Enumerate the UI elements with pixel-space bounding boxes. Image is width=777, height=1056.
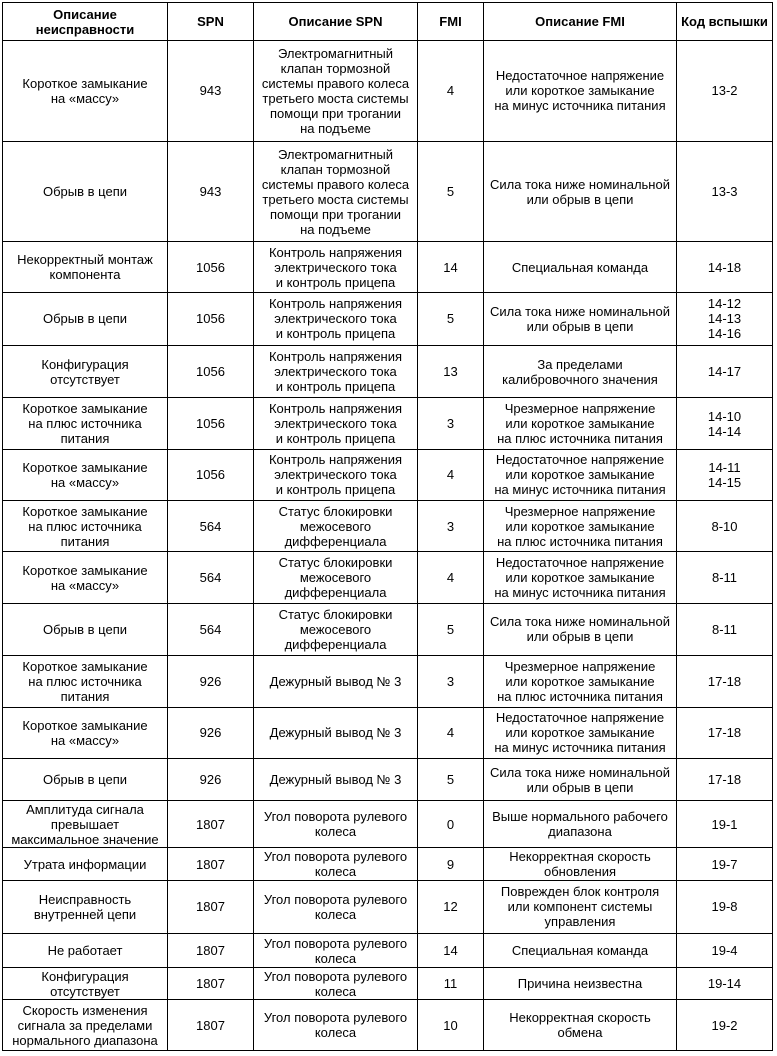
fmi-description-cell: Недостаточное напряжение или короткое замыкание на минус источника питания bbox=[484, 449, 677, 500]
spn-description-cell: Угол поворота рулевого колеса bbox=[254, 801, 418, 848]
fault-description-cell: Короткое замыкание на плюс источника питания bbox=[3, 501, 168, 552]
fmi-cell: 9 bbox=[418, 848, 484, 880]
spn-description-cell: Контроль напряжения электрического тока и контроль прицепа bbox=[254, 242, 418, 292]
spn-description-cell: Статус блокировки межосевого дифференциала bbox=[254, 501, 418, 552]
blink-code-cell: 19-7 bbox=[677, 848, 773, 880]
table-row bbox=[3, 603, 773, 655]
fmi-cell: 10 bbox=[418, 1000, 484, 1051]
fmi-cell: 11 bbox=[418, 968, 484, 1000]
table-row bbox=[3, 346, 773, 398]
spn-description-cell: Дежурный вывод № 3 bbox=[254, 758, 418, 800]
spn-description-cell: Угол поворота рулевого колеса bbox=[254, 934, 418, 968]
spn-cell: 943 bbox=[168, 141, 254, 242]
fmi-cell: 0 bbox=[418, 801, 484, 848]
fmi-description-cell: Сила тока ниже номинальной или обрыв в цепи bbox=[484, 292, 677, 345]
spn-description-cell: Угол поворота рулевого колеса bbox=[254, 848, 418, 880]
fmi-description-cell: Чрезмерное напряжение или короткое замыкание на плюс источника питания bbox=[484, 501, 677, 552]
header-row bbox=[3, 3, 773, 41]
spn-description-cell: Статус блокировки межосевого дифференциала bbox=[254, 552, 418, 603]
fault-description-cell: Короткое замыкание на плюс источника питания bbox=[3, 398, 168, 449]
spn-description-cell: Дежурный вывод № 3 bbox=[254, 707, 418, 758]
fault-description-cell: Обрыв в цепи bbox=[3, 292, 168, 345]
spn-cell: 564 bbox=[168, 603, 254, 655]
fmi-description-cell: Поврежден блок контроля или компонент системы управления bbox=[484, 880, 677, 933]
fault-description-cell: Конфигурация отсутствует bbox=[3, 346, 168, 398]
blink-code-cell: 14-11 14-15 bbox=[677, 449, 773, 500]
fmi-description-cell: Чрезмерное напряжение или короткое замыкание на плюс источника питания bbox=[484, 398, 677, 449]
spn-cell: 1807 bbox=[168, 880, 254, 933]
blink-code-cell: 17-18 bbox=[677, 758, 773, 800]
fault-description-cell: Обрыв в цепи bbox=[3, 141, 168, 242]
spn-description-cell: Электромагнитный клапан тормозной системы правого колеса третьего моста системы помощи при трогании на подъеме bbox=[254, 141, 418, 242]
spn-cell: 564 bbox=[168, 501, 254, 552]
table-row bbox=[3, 758, 773, 800]
header-fmi-description: Описание FMI bbox=[484, 3, 677, 41]
spn-cell: 1807 bbox=[168, 801, 254, 848]
fmi-cell: 4 bbox=[418, 707, 484, 758]
spn-description-cell: Контроль напряжения электрического тока и контроль прицепа bbox=[254, 398, 418, 449]
fmi-description-cell: Недостаточное напряжение или короткое замыкание на минус источника питания bbox=[484, 552, 677, 603]
spn-cell: 1056 bbox=[168, 449, 254, 500]
fmi-cell: 5 bbox=[418, 141, 484, 242]
blink-code-cell: 8-11 bbox=[677, 552, 773, 603]
spn-cell: 564 bbox=[168, 552, 254, 603]
fault-description-cell: Короткое замыкание на «массу» bbox=[3, 552, 168, 603]
spn-cell: 1807 bbox=[168, 968, 254, 1000]
fmi-description-cell: Специальная команда bbox=[484, 242, 677, 292]
fmi-description-cell: Недостаточное напряжение или короткое замыкание на минус источника питания bbox=[484, 41, 677, 142]
spn-cell: 926 bbox=[168, 707, 254, 758]
table-row bbox=[3, 292, 773, 345]
blink-code-cell: 14-10 14-14 bbox=[677, 398, 773, 449]
blink-code-cell: 17-18 bbox=[677, 656, 773, 707]
spn-cell: 1056 bbox=[168, 398, 254, 449]
fault-description-cell: Обрыв в цепи bbox=[3, 758, 168, 800]
fmi-cell: 5 bbox=[418, 758, 484, 800]
fault-description-cell: Конфигурация отсутствует bbox=[3, 968, 168, 1000]
spn-description-cell: Электромагнитный клапан тормозной системы правого колеса третьего моста системы помощи при трогании на подъеме bbox=[254, 41, 418, 142]
fault-description-cell: Обрыв в цепи bbox=[3, 603, 168, 655]
fmi-description-cell: Некорректная скорость обмена bbox=[484, 1000, 677, 1051]
spn-cell: 1807 bbox=[168, 1000, 254, 1051]
fmi-cell: 14 bbox=[418, 242, 484, 292]
table-row bbox=[3, 801, 773, 848]
table-row bbox=[3, 41, 773, 142]
spn-cell: 943 bbox=[168, 41, 254, 142]
fmi-description-cell: Причина неизвестна bbox=[484, 968, 677, 1000]
header-fmi: FMI bbox=[418, 3, 484, 41]
fault-description-cell: Некорректный монтаж компонента bbox=[3, 242, 168, 292]
fault-description-cell: Короткое замыкание на «массу» bbox=[3, 449, 168, 500]
fault-description-cell: Не работает bbox=[3, 934, 168, 968]
table-row bbox=[3, 968, 773, 1000]
fmi-cell: 12 bbox=[418, 880, 484, 933]
table-row bbox=[3, 398, 773, 449]
spn-cell: 1807 bbox=[168, 848, 254, 880]
blink-code-cell: 19-1 bbox=[677, 801, 773, 848]
blink-code-cell: 17-18 bbox=[677, 707, 773, 758]
table-row bbox=[3, 141, 773, 242]
fmi-cell: 4 bbox=[418, 41, 484, 142]
fault-description-cell: Амплитуда сигнала превышает максимальное значение bbox=[3, 801, 168, 848]
spn-cell: 926 bbox=[168, 656, 254, 707]
table-row bbox=[3, 501, 773, 552]
blink-code-cell: 14-12 14-13 14-16 bbox=[677, 292, 773, 345]
fmi-cell: 3 bbox=[418, 398, 484, 449]
blink-code-cell: 14-18 bbox=[677, 242, 773, 292]
fault-codes-table bbox=[2, 2, 773, 1051]
table-row bbox=[3, 848, 773, 880]
table-row bbox=[3, 242, 773, 292]
spn-cell: 1056 bbox=[168, 346, 254, 398]
spn-description-cell: Контроль напряжения электрического тока и контроль прицепа bbox=[254, 449, 418, 500]
fmi-description-cell: Специальная команда bbox=[484, 934, 677, 968]
fmi-cell: 13 bbox=[418, 346, 484, 398]
fmi-description-cell: Некорректная скорость обновления bbox=[484, 848, 677, 880]
blink-code-cell: 19-2 bbox=[677, 1000, 773, 1051]
fmi-cell: 14 bbox=[418, 934, 484, 968]
blink-code-cell: 19-8 bbox=[677, 880, 773, 933]
blink-code-cell: 19-4 bbox=[677, 934, 773, 968]
header-spn: SPN bbox=[168, 3, 254, 41]
fmi-cell: 3 bbox=[418, 501, 484, 552]
fault-description-cell: Скорость изменения сигнала за пределами нормального диапазона bbox=[3, 1000, 168, 1051]
table-row bbox=[3, 934, 773, 968]
table-row bbox=[3, 1000, 773, 1051]
spn-description-cell: Контроль напряжения электрического тока и контроль прицепа bbox=[254, 346, 418, 398]
fault-description-cell: Короткое замыкание на «массу» bbox=[3, 41, 168, 142]
header-fault-description: Описание неисправности bbox=[3, 3, 168, 41]
fmi-description-cell: Сила тока ниже номинальной или обрыв в цепи bbox=[484, 758, 677, 800]
spn-description-cell: Статус блокировки межосевого дифференциала bbox=[254, 603, 418, 655]
spn-description-cell: Дежурный вывод № 3 bbox=[254, 656, 418, 707]
blink-code-cell: 13-3 bbox=[677, 141, 773, 242]
blink-code-cell: 13-2 bbox=[677, 41, 773, 142]
fault-description-cell: Короткое замыкание на плюс источника питания bbox=[3, 656, 168, 707]
fault-description-cell: Неисправность внутренней цепи bbox=[3, 880, 168, 933]
table-row bbox=[3, 880, 773, 933]
spn-description-cell: Контроль напряжения электрического тока и контроль прицепа bbox=[254, 292, 418, 345]
fmi-description-cell: За пределами калибровочного значения bbox=[484, 346, 677, 398]
spn-cell: 1807 bbox=[168, 934, 254, 968]
table-row bbox=[3, 656, 773, 707]
spn-cell: 926 bbox=[168, 758, 254, 800]
fmi-cell: 5 bbox=[418, 292, 484, 345]
header-blink-code: Код вспышки bbox=[677, 3, 773, 41]
blink-code-cell: 19-14 bbox=[677, 968, 773, 1000]
fmi-cell: 3 bbox=[418, 656, 484, 707]
spn-cell: 1056 bbox=[168, 242, 254, 292]
fmi-cell: 4 bbox=[418, 449, 484, 500]
blink-code-cell: 14-17 bbox=[677, 346, 773, 398]
fmi-cell: 4 bbox=[418, 552, 484, 603]
fmi-description-cell: Чрезмерное напряжение или короткое замыкание на плюс источника питания bbox=[484, 656, 677, 707]
fault-description-cell: Утрата информации bbox=[3, 848, 168, 880]
table-row bbox=[3, 449, 773, 500]
blink-code-cell: 8-10 bbox=[677, 501, 773, 552]
spn-description-cell: Угол поворота рулевого колеса bbox=[254, 968, 418, 1000]
fmi-description-cell: Недостаточное напряжение или короткое замыкание на минус источника питания bbox=[484, 707, 677, 758]
spn-cell: 1056 bbox=[168, 292, 254, 345]
fmi-description-cell: Сила тока ниже номинальной или обрыв в цепи bbox=[484, 603, 677, 655]
fmi-description-cell: Сила тока ниже номинальной или обрыв в цепи bbox=[484, 141, 677, 242]
spn-description-cell: Угол поворота рулевого колеса bbox=[254, 1000, 418, 1051]
fault-description-cell: Короткое замыкание на «массу» bbox=[3, 707, 168, 758]
spn-description-cell: Угол поворота рулевого колеса bbox=[254, 880, 418, 933]
blink-code-cell: 8-11 bbox=[677, 603, 773, 655]
header-spn-description: Описание SPN bbox=[254, 3, 418, 41]
fmi-description-cell: Выше нормального рабочего диапазона bbox=[484, 801, 677, 848]
table-row bbox=[3, 552, 773, 603]
table-row bbox=[3, 707, 773, 758]
fmi-cell: 5 bbox=[418, 603, 484, 655]
